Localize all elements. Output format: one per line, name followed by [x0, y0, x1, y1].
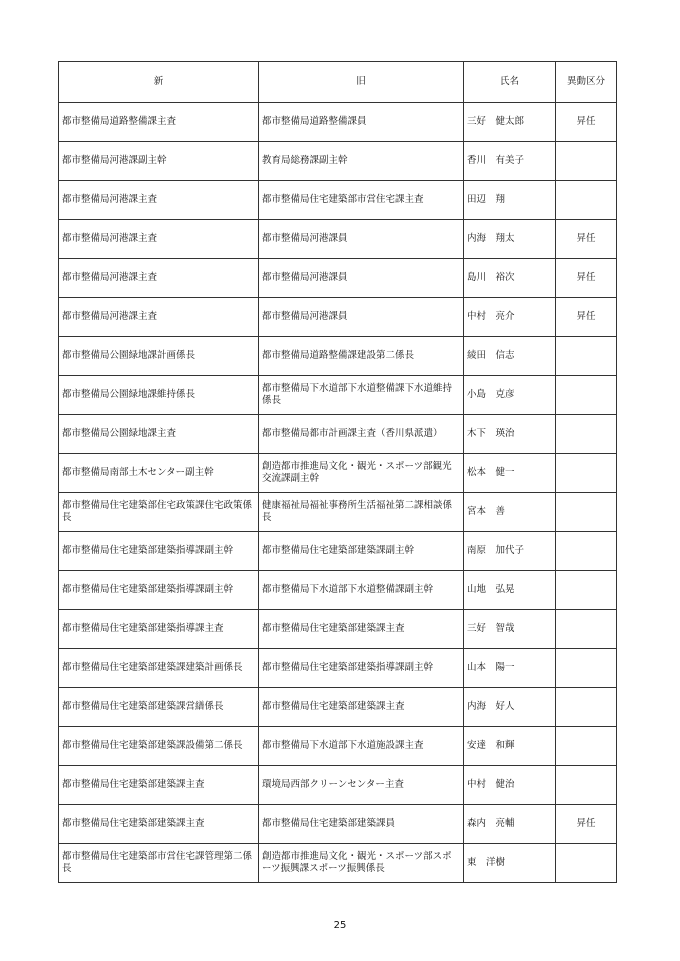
old-position-cell: 健康福祉局福祉事務所生活福祉第二課相談係長 [259, 493, 464, 532]
change-type-cell [556, 454, 617, 493]
person-name-cell: 三好 健太郎 [464, 103, 556, 142]
table-header-row [59, 62, 617, 103]
old-position-cell: 都市整備局住宅建築部建築課員 [259, 805, 464, 844]
old-position-cell: 都市整備局道路整備課員 [259, 103, 464, 142]
person-name-cell: 内海 翔太 [464, 220, 556, 259]
new-position-cell: 都市整備局住宅建築部建築課建築計画係長 [59, 649, 259, 688]
change-type-cell: 昇任 [556, 103, 617, 142]
old-position-cell: 都市整備局住宅建築部市営住宅課主査 [259, 181, 464, 220]
table-row [59, 337, 617, 376]
table-row [59, 844, 617, 883]
new-position-cell: 都市整備局河港課主査 [59, 220, 259, 259]
new-position-cell: 都市整備局河港課主査 [59, 259, 259, 298]
new-position-cell: 都市整備局住宅建築部建築課主査 [59, 766, 259, 805]
new-position-cell: 都市整備局南部土木センター副主幹 [59, 454, 259, 493]
person-name-cell: 南原 加代子 [464, 532, 556, 571]
header-change-type: 異動区分 [556, 62, 617, 103]
person-name-cell: 山本 陽一 [464, 649, 556, 688]
table-row [59, 688, 617, 727]
person-name-cell: 島川 裕次 [464, 259, 556, 298]
header-new: 新 [59, 62, 259, 103]
new-position-cell: 都市整備局住宅建築部建築課設備第二係長 [59, 727, 259, 766]
table-row [59, 493, 617, 532]
person-name-cell: 香川 有美子 [464, 142, 556, 181]
new-position-cell: 都市整備局住宅建築部建築指導課主査 [59, 610, 259, 649]
header-old: 旧 [259, 62, 464, 103]
table-row [59, 415, 617, 454]
new-position-cell: 都市整備局住宅建築部市営住宅課管理第二係長 [59, 844, 259, 883]
change-type-cell [556, 727, 617, 766]
change-type-cell [556, 337, 617, 376]
change-type-cell: 昇任 [556, 220, 617, 259]
header-name: 氏名 [464, 62, 556, 103]
old-position-cell: 都市整備局河港課員 [259, 220, 464, 259]
new-position-cell: 都市整備局道路整備課主査 [59, 103, 259, 142]
person-name-cell: 宮本 善 [464, 493, 556, 532]
person-name-cell: 中村 健治 [464, 766, 556, 805]
table-row [59, 727, 617, 766]
person-name-cell: 安達 和輝 [464, 727, 556, 766]
change-type-cell: 昇任 [556, 298, 617, 337]
table-row [59, 259, 617, 298]
new-position-cell: 都市整備局住宅建築部建築課主査 [59, 805, 259, 844]
person-name-cell: 中村 亮介 [464, 298, 556, 337]
person-name-cell: 綾田 信志 [464, 337, 556, 376]
table-row [59, 610, 617, 649]
table-row [59, 454, 617, 493]
new-position-cell: 都市整備局河港課主査 [59, 298, 259, 337]
table-row [59, 220, 617, 259]
person-name-cell: 木下 瑛治 [464, 415, 556, 454]
old-position-cell: 都市整備局住宅建築部建築指導課副主幹 [259, 649, 464, 688]
change-type-cell [556, 688, 617, 727]
old-position-cell: 都市整備局住宅建築部建築課副主幹 [259, 532, 464, 571]
old-position-cell: 都市整備局河港課員 [259, 259, 464, 298]
change-type-cell [556, 532, 617, 571]
table-row [59, 805, 617, 844]
old-position-cell: 都市整備局下水道部下水道整備課副主幹 [259, 571, 464, 610]
person-name-cell: 森内 亮輔 [464, 805, 556, 844]
table-row [59, 181, 617, 220]
change-type-cell [556, 571, 617, 610]
new-position-cell: 都市整備局河港課副主幹 [59, 142, 259, 181]
change-type-cell [556, 142, 617, 181]
old-position-cell: 都市整備局都市計画課主査（香川県派遣） [259, 415, 464, 454]
new-position-cell: 都市整備局住宅建築部住宅政策課住宅政策係長 [59, 493, 259, 532]
old-position-cell: 都市整備局下水道部下水道施設課主査 [259, 727, 464, 766]
old-position-cell: 都市整備局道路整備課建設第二係長 [259, 337, 464, 376]
new-position-cell: 都市整備局住宅建築部建築指導課副主幹 [59, 532, 259, 571]
old-position-cell: 都市整備局河港課員 [259, 298, 464, 337]
person-name-cell: 田辺 翔 [464, 181, 556, 220]
old-position-cell: 都市整備局住宅建築部建築課主査 [259, 688, 464, 727]
person-name-cell: 小島 克彦 [464, 376, 556, 415]
new-position-cell: 都市整備局公園緑地課計画係長 [59, 337, 259, 376]
change-type-cell [556, 844, 617, 883]
table-row [59, 103, 617, 142]
table-row [59, 142, 617, 181]
table-row [59, 376, 617, 415]
change-type-cell: 昇任 [556, 259, 617, 298]
old-position-cell: 教育局総務課副主幹 [259, 142, 464, 181]
change-type-cell [556, 376, 617, 415]
old-position-cell: 創造都市推進局文化・観光・スポーツ部スポーツ振興課スポーツ振興係長 [259, 844, 464, 883]
old-position-cell: 都市整備局下水道部下水道整備課下水道維持係長 [259, 376, 464, 415]
table-row [59, 571, 617, 610]
person-name-cell: 内海 好人 [464, 688, 556, 727]
change-type-cell [556, 181, 617, 220]
change-type-cell [556, 415, 617, 454]
person-name-cell: 東 洋樹 [464, 844, 556, 883]
page-number: 25 [333, 920, 347, 931]
old-position-cell: 都市整備局住宅建築部建築課主査 [259, 610, 464, 649]
change-type-cell [556, 493, 617, 532]
new-position-cell: 都市整備局公園緑地課維持係長 [59, 376, 259, 415]
new-position-cell: 都市整備局住宅建築部建築課営繕係長 [59, 688, 259, 727]
table-row [59, 766, 617, 805]
change-type-cell: 昇任 [556, 805, 617, 844]
new-position-cell: 都市整備局河港課主査 [59, 181, 259, 220]
new-position-cell: 都市整備局公園緑地課主査 [59, 415, 259, 454]
change-type-cell [556, 610, 617, 649]
person-name-cell: 三好 智哉 [464, 610, 556, 649]
table-row [59, 298, 617, 337]
person-name-cell: 山地 弘晃 [464, 571, 556, 610]
person-name-cell: 松本 健一 [464, 454, 556, 493]
old-position-cell: 創造都市推進局文化・観光・スポーツ部観光交流課副主幹 [259, 454, 464, 493]
table-row [59, 532, 617, 571]
change-type-cell [556, 649, 617, 688]
change-type-cell [556, 766, 617, 805]
table-row [59, 649, 617, 688]
personnel-change-table [58, 61, 617, 883]
new-position-cell: 都市整備局住宅建築部建築指導課副主幹 [59, 571, 259, 610]
old-position-cell: 環境局西部クリーンセンター主査 [259, 766, 464, 805]
